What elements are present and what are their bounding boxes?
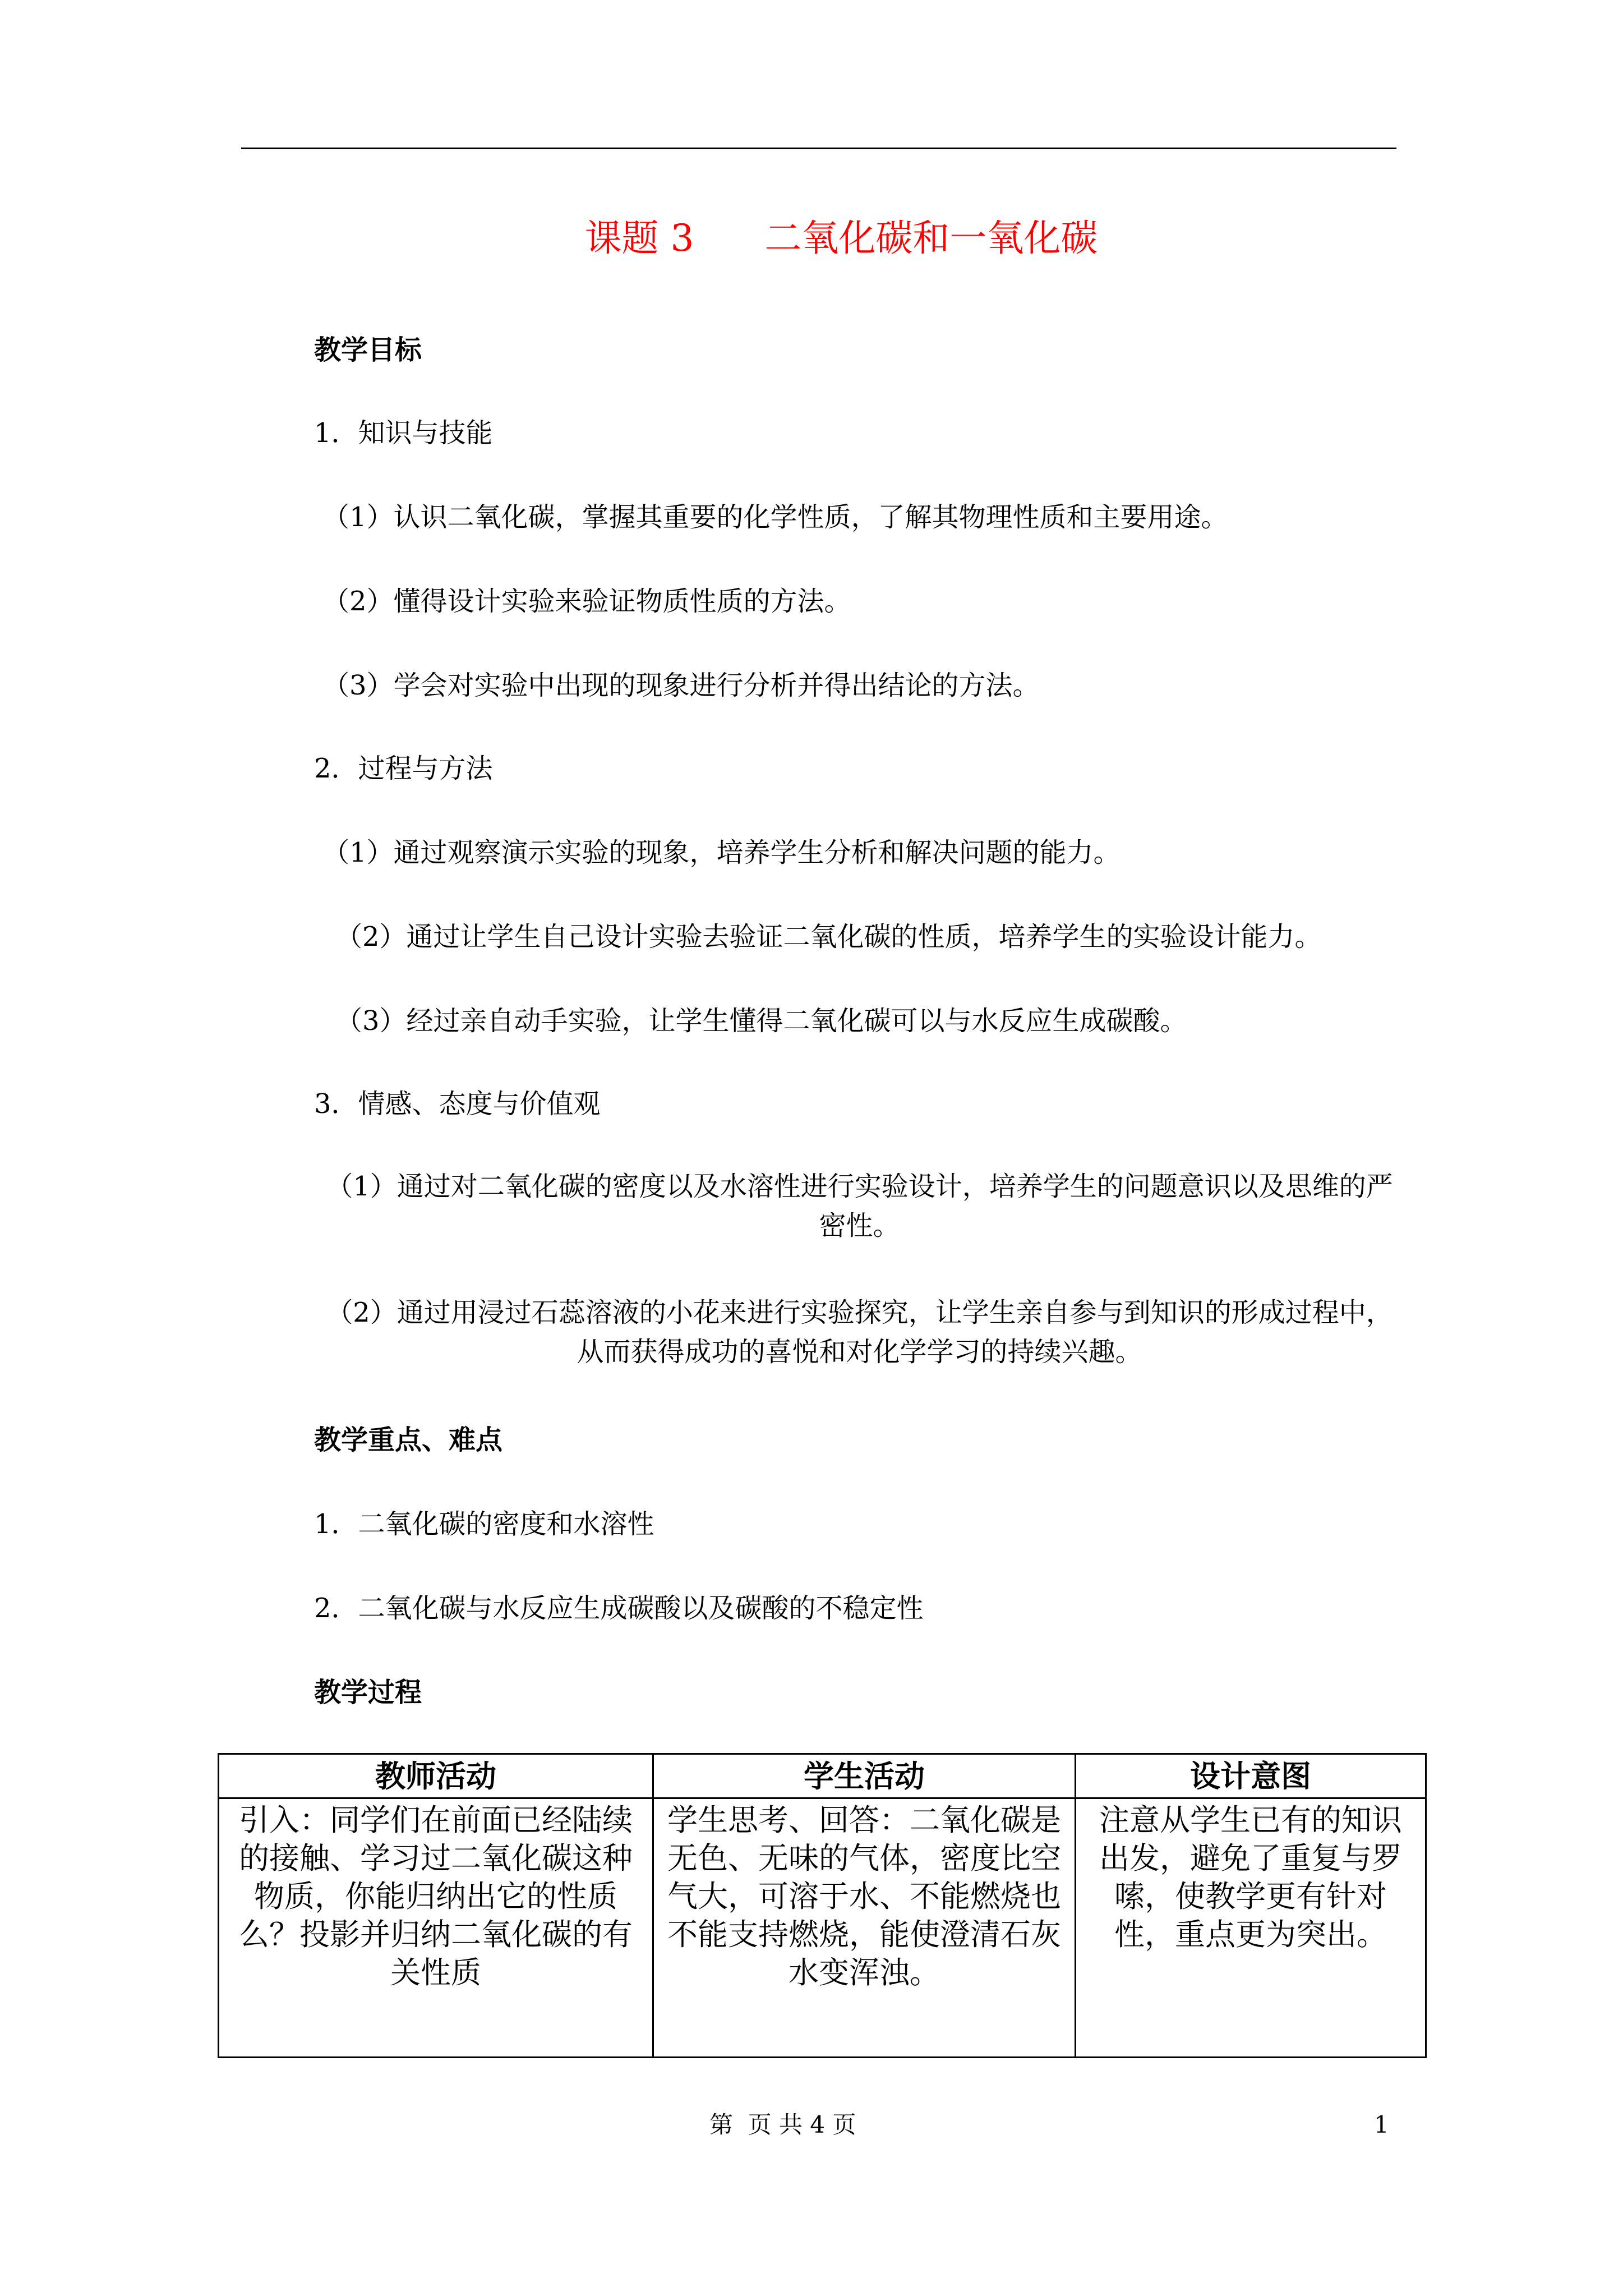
section-label-values: 3．情感、态度与价值观 bbox=[314, 1088, 601, 1120]
teaching-process-table bbox=[218, 1753, 1427, 2058]
key-point-item: 2．二氧化碳与水反应生成碳酸以及碳酸的不稳定性 bbox=[314, 1593, 924, 1624]
objective-item: （1）认识二氧化碳，掌握其重要的化学性质，了解其物理性质和主要用途。 bbox=[322, 501, 1228, 533]
cell-teacher-activity: 引入：同学们在前面已经陆续的接触、学习过二氧化碳这种物质，你能归纳出它的性质么？投影并归纳二氧化碳的有关性质 bbox=[219, 1798, 653, 2058]
table-row bbox=[219, 1798, 1426, 2058]
column-header-intent: 设计意图 bbox=[1076, 1754, 1426, 1798]
key-point-item: 1．二氧化碳的密度和水溶性 bbox=[314, 1508, 654, 1540]
page-title: 课题 3 二氧化碳和一氧化碳 bbox=[584, 217, 1098, 260]
section-label-knowledge: 1．知识与技能 bbox=[314, 417, 493, 449]
objective-item: （1）通过观察演示实验的现象，培养学生分析和解决问题的能力。 bbox=[322, 837, 1121, 868]
objective-item: （2）通过让学生自己设计实验去验证二氧化碳的性质，培养学生的实验设计能力。 bbox=[335, 921, 1322, 953]
column-header-student: 学生活动 bbox=[653, 1754, 1076, 1798]
objective-item: （1）通过对二氧化碳的密度以及水溶性进行实验设计，培养学生的问题意识以及思维的严密性。 bbox=[326, 1171, 1393, 1241]
process-heading: 教学过程 bbox=[314, 1677, 422, 1708]
header-rule bbox=[241, 148, 1396, 149]
footer-page-number: 1 bbox=[1374, 2111, 1389, 2138]
objective-item: （2）懂得设计实验来验证物质性质的方法。 bbox=[322, 586, 851, 617]
objective-item: （3）经过亲自动手实验，让学生懂得二氧化碳可以与水反应生成碳酸。 bbox=[335, 1005, 1187, 1037]
key-points-heading: 教学重点、难点 bbox=[314, 1424, 503, 1456]
cell-student-activity: 学生思考、回答：二氧化碳是无色、无味的气体，密度比空气大，可溶于水、不能燃烧也不能支持燃烧，能使澄清石灰水变浑浊。 bbox=[653, 1798, 1076, 2058]
objectives-heading: 教学目标 bbox=[314, 334, 422, 366]
column-header-teacher: 教师活动 bbox=[219, 1754, 653, 1798]
footer-page-label: 第 页 共 4 页 bbox=[709, 2111, 856, 2138]
cell-design-intent: 注意从学生已有的知识出发，避免了重复与罗嗦，使教学更有针对性，重点更为突出。 bbox=[1076, 1798, 1426, 2058]
objective-item: （3）学会对实验中出现的现象进行分析并得出结论的方法。 bbox=[322, 670, 1040, 701]
table-header-row bbox=[219, 1754, 1426, 1798]
objective-item: （2）通过用浸过石蕊溶液的小花来进行实验探究，让学生亲自参与到知识的形成过程中，从而获得成功的喜悦和对化学学习的持续兴趣。 bbox=[326, 1297, 1393, 1368]
section-label-process: 2．过程与方法 bbox=[314, 753, 493, 784]
